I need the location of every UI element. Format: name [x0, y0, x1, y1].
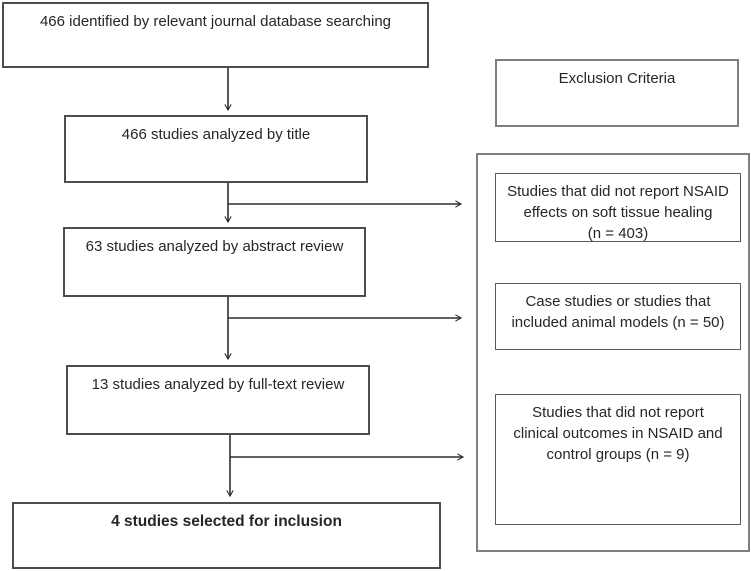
flow-box-inclusion — [12, 502, 441, 569]
exclusion-item-clinical-outcomes — [495, 394, 741, 525]
exclusion-item-line: effects on soft tissue healing — [523, 204, 713, 221]
exclusion-item-line: Case studies or studies that — [525, 293, 711, 310]
flow-box-label: 63 studies analyzed by abstract review — [85, 238, 344, 255]
flow-box-label: 13 studies analyzed by full-text review — [91, 376, 345, 393]
exclusion-item-line: Studies that did not report — [532, 404, 704, 421]
flow-box-abstract-review — [63, 227, 366, 297]
exclusion-criteria-title: Exclusion Criteria — [558, 70, 676, 87]
flow-box-title-review — [64, 115, 368, 183]
flow-box-label: 4 studies selected for inclusion — [111, 513, 342, 530]
exclusion-item-nsaid-effects — [495, 173, 741, 242]
flow-box-identified — [2, 2, 429, 68]
exclusion-item-line: (n = 403) — [587, 225, 649, 242]
exclusion-item-text — [496, 395, 740, 465]
flow-box-fulltext-review — [66, 365, 370, 435]
exclusion-item-text — [496, 174, 740, 244]
flow-box-label: 466 identified by relevant journal database searching — [39, 13, 392, 30]
exclusion-item-line: clinical outcomes in NSAID and — [513, 425, 723, 442]
exclusion-item-case-animal — [495, 283, 741, 350]
flow-box-label: 466 studies analyzed by title — [121, 126, 311, 143]
exclusion-item-line: control groups (n = 9) — [546, 446, 690, 463]
exclusion-item-line: Studies that did not report NSAID — [507, 183, 729, 200]
exclusion-item-line: included animal models (n = 50) — [511, 314, 725, 331]
exclusion-criteria-header-box — [495, 59, 739, 127]
exclusion-item-text — [496, 284, 740, 333]
